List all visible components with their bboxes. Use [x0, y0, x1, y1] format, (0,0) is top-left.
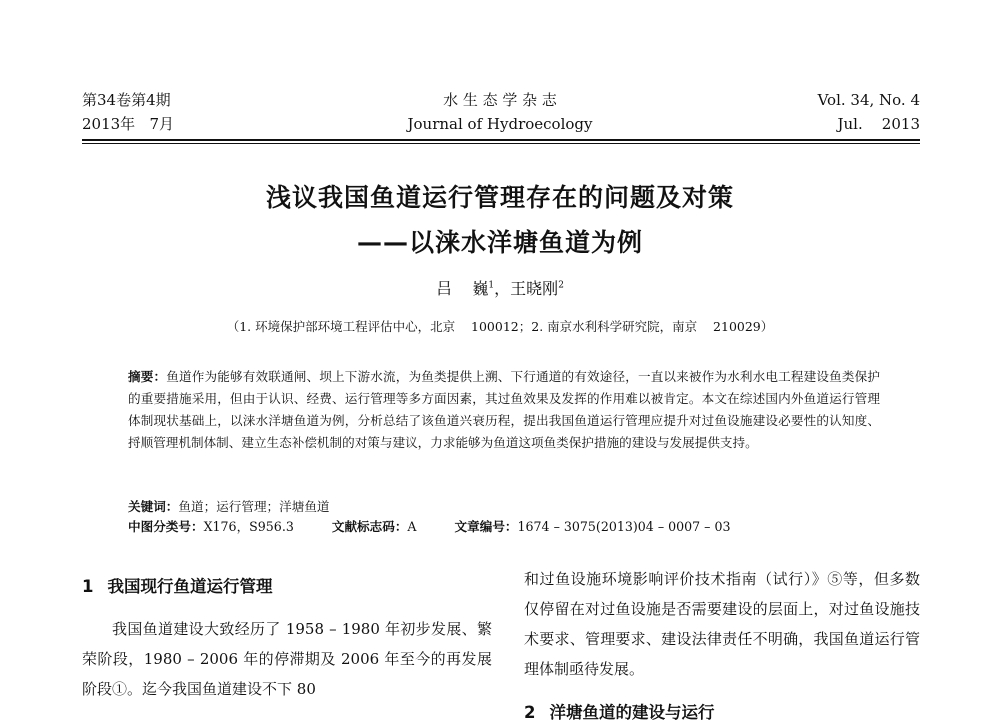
journal-name-en: Journal of Hydroecology — [407, 115, 593, 133]
doc-value: A — [407, 519, 417, 534]
header-rule-thin — [82, 143, 920, 144]
section-1-paragraph: 我国鱼道建设大致经历了 1958 – 1980 年初步发展、繁荣阶段，1980 – 2006 年的停滞期及 2006 年至今的再发展阶段①。迄今我国鱼道建设不下 80 — [82, 620, 492, 698]
body-column-right — [524, 564, 920, 728]
abstract-label: 摘要： — [128, 369, 167, 384]
affiliations: （1. 环境保护部环境工程评估中心，北京 100012；2. 南京水利科学研究院，南京 210029） — [226, 319, 774, 334]
abstract-text: 鱼道作为能够有效联通闸、坝上下游水流，为鱼类提供上溯、下行通道的有效途径，一直以来被作为水利水电工程建设鱼类保护的重要措施采用，但由于认识、经费、运行管理等多方面因素，其过鱼效果及发挥的作用难以被肯定。本文在综述国内外鱼道运行管理体制现状基础上，以涞水洋塘鱼道为例，分析总结了该鱼道兴衰历程，提出我国鱼道运行管理应提升对过鱼设施建设必要性的认知度、捋顺管理机制体制、建立生态补偿机制的对策与建议，力求能够为鱼道这项鱼类保护措施的建设与发展提供支持。 — [128, 369, 881, 450]
classification-line — [128, 517, 765, 537]
section-1-number: 1 — [82, 577, 94, 596]
clc-label: 中图分类号： — [128, 519, 204, 534]
section-1-title: 我国现行鱼道运行管理 — [107, 577, 273, 596]
clc-code — [128, 519, 294, 534]
keywords — [128, 497, 330, 517]
doc-label: 文献标志码： — [331, 519, 408, 534]
author-list — [0, 276, 1000, 299]
journal-name-cn: 水 生 态 学 杂 志 — [443, 91, 557, 109]
author-2-affil: 2 — [558, 280, 564, 291]
section-1-heading — [82, 572, 492, 602]
section-2-title: 洋塘鱼道的建设与运行 — [549, 703, 715, 722]
keywords-label: 关键词： — [128, 499, 179, 514]
keywords-text: 鱼道；运行管理；洋塘鱼道 — [178, 499, 330, 514]
paper-subtitle: ——以涞水洋塘鱼道为例 — [356, 228, 643, 257]
volume-issue: 第34卷第4期 — [82, 91, 171, 109]
header-rule-thick — [82, 139, 920, 141]
author-1-affil: 1 — [488, 280, 495, 291]
article-label: 文章编号： — [454, 519, 518, 534]
date-en: Jul. 2013 — [837, 115, 920, 133]
article-number — [455, 519, 731, 534]
abstract — [128, 366, 880, 454]
author-1: 吕 巍 — [436, 279, 489, 298]
right-paragraph: 和过鱼设施环境影响评价技术指南（试行）》⑤等，但多数仅停留在对过鱼设施是否需要建设的层面上，对过鱼设施技术要求、管理要求、建设法律责任不明确，我国鱼道运行管理体制亟待发展。 — [524, 570, 920, 678]
issue-date: 2013年 7月 — [82, 115, 175, 133]
article-value: 1674 – 3075(2013)04 – 0007 – 03 — [517, 519, 731, 534]
doc-code — [332, 519, 417, 534]
author-2: 王晓刚 — [510, 279, 559, 298]
author-separator: ， — [494, 279, 511, 298]
clc-value: X176，S956.3 — [203, 519, 294, 534]
paper-title: 浅议我国鱼道运行管理存在的问题及对策 — [265, 183, 734, 212]
body-column-left — [82, 572, 492, 704]
section-2-number: 2 — [524, 703, 536, 722]
section-2-heading — [524, 698, 920, 728]
volume-en: Vol. 34, No. 4 — [817, 91, 920, 109]
journal-volume-en — [818, 88, 920, 136]
